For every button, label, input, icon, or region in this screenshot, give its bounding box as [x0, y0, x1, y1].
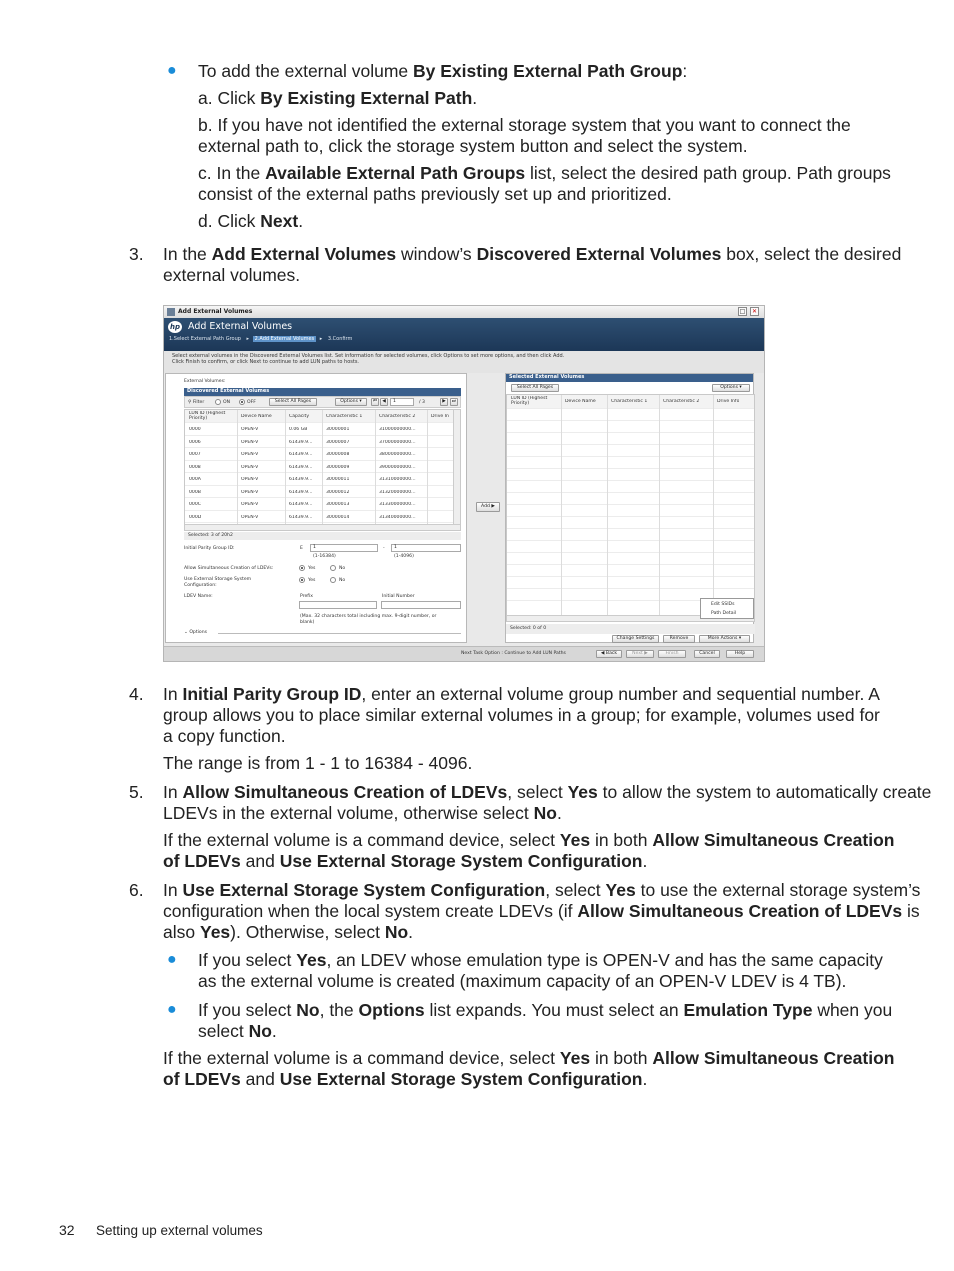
step-6: In Use External Storage System Configuration, select Yes to use the external storage system’s	[163, 880, 921, 900]
options-divider	[218, 633, 461, 634]
page-total: / 3	[419, 400, 425, 405]
substep-b: b. If you have not identified the external storage system that you want to connect the	[198, 115, 851, 135]
prefix-label: Prefix	[300, 594, 313, 599]
right-selected-bar	[506, 624, 755, 634]
empty-row	[507, 421, 754, 433]
filter-on-radio[interactable]	[215, 399, 221, 405]
table-cell: OPEN-V	[241, 452, 259, 457]
more-actions-button[interactable]: More Actions ▾	[699, 635, 750, 643]
filter-on-label: ON	[223, 400, 231, 405]
empty-row	[507, 457, 754, 469]
step-5: In Allow Simultaneous Creation of LDEVs, select Yes to allow the system to automatically create	[163, 782, 932, 802]
table-cell: OPEN-V	[241, 464, 259, 470]
use-config-yes-radio[interactable]	[299, 577, 305, 583]
initial-number-label: Initial Number	[382, 594, 415, 599]
allow-simultaneous-label: Allow Simultaneous Creation of LDEVs:	[184, 566, 274, 571]
ipg-range-1: (1-16384)	[313, 554, 336, 559]
ipg-number-input[interactable]: 1	[310, 544, 378, 552]
instructions: Select external volumes in the Discovered External Volumes list. Set information for selected volumes, click Options to set more options, and then click Add. Click Finish to confirm, or click Next to continue to add LUN paths to hosts.	[164, 351, 764, 373]
page-input[interactable]: 1	[390, 398, 414, 406]
step-select-path-group: 1.Select External Path Group	[169, 336, 241, 342]
menu-path-detail[interactable]: Path Detail	[711, 611, 737, 616]
bullet-dot: ●	[167, 62, 177, 79]
finish-button[interactable]: Finish	[658, 650, 686, 658]
allow-no-radio[interactable]	[330, 565, 336, 571]
window-icon	[167, 308, 175, 316]
next-task-option: Next Task Option : Continue to Add LUN Paths	[461, 651, 566, 656]
window-titlebar	[164, 306, 764, 318]
select-all-pages-button[interactable]: Select All Pages	[269, 398, 317, 406]
table-cell: 61439.9...	[289, 477, 313, 482]
step-number: 6.	[129, 880, 144, 900]
close-icon[interactable]: ✕	[751, 308, 758, 315]
max-chars-note: (Max. 32 characters total including max. 9-digit number, or	[300, 614, 437, 619]
step-5-line2: LDEVs in the external volume, otherwise select No.	[163, 803, 562, 823]
table-cell: 38000000000...	[379, 452, 416, 457]
right-col-drive-info[interactable]: Drive Info	[717, 399, 740, 404]
table-cell: 30000013	[326, 502, 350, 507]
step-4-line3: a copy function.	[163, 726, 286, 746]
table-cell: OPEN-V	[241, 439, 259, 445]
empty-row	[507, 469, 754, 481]
wizard-footer	[164, 646, 764, 661]
table-cell: 31320000000...	[379, 489, 416, 495]
add-external-volumes-screenshot	[163, 305, 765, 662]
selected-volumes-table	[506, 394, 755, 622]
substep-b-line2: external path to, click the storage system button and select the system.	[198, 136, 748, 156]
table-cell: 000B	[189, 489, 201, 495]
discovered-title: Discovered External Volumes	[184, 388, 461, 396]
prev-page-icon[interactable]: ◀	[380, 398, 388, 406]
table-cell: 30000001	[326, 427, 350, 432]
step-number: 4.	[129, 684, 144, 704]
empty-row	[507, 409, 754, 421]
right-options-button[interactable]: Options ▾	[712, 384, 750, 392]
table-cell: 31330000000...	[379, 502, 416, 507]
use-external-config-label-2: Configuration:	[184, 583, 217, 588]
step-number: 5.	[129, 782, 144, 802]
col-drive-info[interactable]: Drive In	[431, 414, 449, 419]
use-config-yes-label: Yes	[308, 578, 316, 583]
table-cell: OPEN-V	[241, 489, 259, 495]
table-cell: OPEN-V	[241, 502, 259, 507]
options-button[interactable]: Options ▾	[335, 398, 367, 406]
step-4: In Initial Parity Group ID, enter an external volume group number and sequential number. A	[163, 684, 880, 704]
horizontal-scrollbar[interactable]	[185, 524, 460, 530]
step-number: 3.	[129, 244, 144, 264]
empty-row	[507, 445, 754, 457]
bullet-dot: ●	[167, 1001, 177, 1018]
col-capacity[interactable]: Capacity	[289, 414, 310, 419]
filter-off-radio[interactable]	[239, 399, 245, 405]
initial-number-input[interactable]	[381, 601, 461, 609]
table-cell: 37000000000...	[379, 439, 416, 445]
allow-yes-label: Yes	[308, 566, 316, 571]
bullet-dot: ●	[167, 951, 177, 968]
table-cell: 0000	[189, 427, 201, 432]
back-button[interactable]: ◀ Back	[596, 650, 622, 658]
step-add-external-volumes: 2.Add External Volumes	[254, 336, 315, 342]
table-cell: OPEN-V	[241, 427, 259, 432]
table-cell: 61439.9...	[289, 452, 313, 457]
left-panel	[165, 373, 467, 643]
empty-row	[507, 565, 754, 577]
external-volumes-label: External Volumes:	[184, 379, 226, 384]
table-cell: 0008	[189, 464, 201, 470]
last-page-icon[interactable]: ⏭	[451, 399, 457, 404]
empty-row	[507, 529, 754, 541]
use-config-no-radio[interactable]	[330, 577, 336, 583]
table-cell: 000C	[189, 502, 201, 507]
menu-edit-ssids[interactable]: Edit SSIDs	[711, 602, 735, 607]
empty-row	[507, 553, 754, 565]
maximize-icon[interactable]: □	[739, 308, 746, 315]
step-3-line2: external volumes.	[163, 265, 301, 285]
table-cell: 61439.9...	[289, 464, 313, 470]
table-cell: 39000000000...	[379, 464, 416, 470]
section-title: Setting up external volumes	[96, 1223, 263, 1238]
wizard-steps: 1.Select External Path Group ▸ 2.Add External Volumes ▸ 3.Confirm	[169, 336, 353, 342]
bullet-existing-path-group: To add the external volume By Existing External Path Group:	[198, 61, 688, 81]
selected-volumes-title: Selected External Volumes	[506, 374, 753, 382]
add-button[interactable]: Add ▶	[476, 502, 500, 512]
col-characteristic-1[interactable]: Characteristic 1	[326, 414, 363, 419]
bullet-select-yes-line2: as the external volume is created (maximum capacity of an OPEN-V LDEV is 4 TB).	[198, 971, 847, 991]
table-cell: 31000000000...	[379, 427, 416, 432]
more-actions-menu	[700, 598, 754, 619]
ipg-prefix-e: E	[300, 546, 303, 551]
table-cell: 0.06 GB	[289, 427, 308, 432]
empty-row	[507, 493, 754, 505]
table-cell: 30000012	[326, 489, 350, 495]
table-cell: 0006	[189, 439, 201, 445]
table-cell: OPEN-V	[241, 514, 259, 520]
bullet-select-no-line2: select No.	[198, 1021, 277, 1041]
table-cell: 000A	[189, 477, 201, 482]
table-cell: 30000008	[326, 452, 350, 457]
allow-yes-radio[interactable]	[299, 565, 305, 571]
right-col-device-name[interactable]: Device Name	[565, 399, 596, 404]
change-settings-button[interactable]: Change Settings	[612, 635, 659, 643]
table-cell: 31310000000...	[379, 477, 416, 482]
table-cell: 30000011	[326, 477, 350, 482]
prefix-input[interactable]	[299, 601, 377, 609]
table-cell: 30000014	[326, 514, 350, 520]
ipg-range-2: (1-4096)	[394, 554, 414, 559]
page-number: 32	[59, 1222, 75, 1238]
wizard-title: Add External Volumes	[188, 321, 293, 332]
discovered-volumes-table	[184, 409, 461, 531]
col-lun-id[interactable]: LUN ID (Highest Priority)	[189, 411, 226, 421]
command-device-note-1-line2: of LDEVs and Use External Storage System Configuration.	[163, 851, 648, 871]
initial-parity-group-label: Initial Parity Group ID:	[184, 546, 235, 551]
next-page-icon[interactable]: ▶	[440, 398, 448, 406]
empty-row	[507, 505, 754, 517]
substep-a: a. Click By Existing External Path.	[198, 88, 478, 108]
table-cell: 0007	[189, 452, 201, 457]
right-col-characteristic-1[interactable]: Characteristic 1	[611, 399, 648, 404]
step-3: In the Add External Volumes window’s Discovered External Volumes box, select the desired	[163, 244, 902, 264]
col-characteristic-2[interactable]: Characteristic 2	[379, 414, 416, 419]
step-4-line2: group allows you to place similar external volumes in a group; for example, volumes used for	[163, 705, 880, 725]
discovered-toolbar	[184, 396, 461, 408]
window-title: Add External Volumes	[178, 308, 253, 315]
empty-row	[507, 541, 754, 553]
right-col-characteristic-2[interactable]: Characteristic 2	[663, 399, 700, 404]
substep-c: c. In the Available External Path Groups list, select the desired path group. Path groups	[198, 163, 891, 183]
command-device-note-2-line2: of LDEVs and Use External Storage System Configuration.	[163, 1069, 648, 1089]
empty-row	[507, 433, 754, 445]
substep-d: d. Click Next.	[198, 211, 304, 231]
col-device-name[interactable]: Device Name	[241, 414, 272, 419]
empty-row	[507, 577, 754, 589]
remove-button[interactable]: Remove	[663, 635, 695, 643]
table-cell: 31340000000...	[379, 514, 416, 520]
command-device-note-1: If the external volume is a command device, select Yes in both Allow Simultaneous Creation	[163, 830, 895, 850]
right-col-lun-id[interactable]: LUN ID (Highest Priority)	[511, 396, 548, 406]
options-toggle[interactable]: ⌄ Options	[184, 630, 208, 635]
allow-no-label: No	[339, 566, 346, 571]
help-button[interactable]: Help	[726, 650, 754, 658]
cancel-button[interactable]: Cancel	[694, 650, 720, 658]
table-cell: 30000009	[326, 464, 350, 470]
table-cell: 000D	[189, 514, 202, 520]
right-panel	[505, 373, 754, 643]
bullet-select-yes: If you select Yes, an LDEV whose emulation type is OPEN-V and has the same capacity	[198, 950, 883, 970]
table-cell: 61439.9...	[289, 439, 313, 445]
table-cell: 61439.9...	[289, 514, 313, 520]
max-chars-note-2: blank)	[300, 620, 315, 625]
substep-c-line2: consist of the external paths previously set up and prioritized.	[198, 184, 672, 204]
first-page-icon[interactable]: ⏮	[372, 399, 378, 404]
vertical-scrollbar[interactable]	[453, 410, 460, 530]
step-4-range: The range is from 1 - 1 to 16384 - 4096.	[163, 753, 473, 773]
wizard-header	[164, 318, 764, 351]
empty-row	[507, 517, 754, 529]
selected-count-bar	[184, 532, 461, 540]
table-cell: OPEN-V	[241, 477, 259, 482]
table-cell: 61439.9...	[289, 502, 313, 507]
step-6-line2: configuration when the local system create LDEVs (if Allow Simultaneous Creation of LDEVs is	[163, 901, 920, 921]
next-button[interactable]: Next ▶	[626, 650, 654, 658]
selected-count: Selected: 3 of 20h2	[188, 533, 233, 538]
table-cell: 30000007	[326, 439, 350, 445]
step-confirm: 3.Confirm	[327, 336, 353, 342]
ipg-dash: -	[383, 546, 385, 551]
use-external-config-label: Use External Storage System	[184, 577, 252, 582]
command-device-note-2: If the external volume is a command device, select Yes in both Allow Simultaneous Creation	[163, 1048, 895, 1068]
hp-logo: hp	[170, 323, 180, 331]
table-cell: 61439.9...	[289, 489, 313, 495]
filter-off-label: OFF	[247, 400, 256, 405]
ldev-name-label: LDEV Name:	[184, 594, 213, 599]
bullet-select-no: If you select No, the Options list expands. You must select an Emulation Type when you	[198, 1000, 893, 1020]
right-select-all-pages-button[interactable]: Select All Pages	[511, 384, 559, 392]
right-table-header	[507, 395, 754, 409]
right-selected-count: Selected: 0 of 0	[510, 626, 547, 631]
filter-icon[interactable]: ⚲ Filter	[188, 400, 205, 405]
empty-row	[507, 481, 754, 493]
step-6-line3: also Yes). Otherwise, select No.	[163, 922, 414, 942]
ipg-sequence-input[interactable]: 1	[391, 544, 461, 552]
use-config-no-label: No	[339, 578, 346, 583]
